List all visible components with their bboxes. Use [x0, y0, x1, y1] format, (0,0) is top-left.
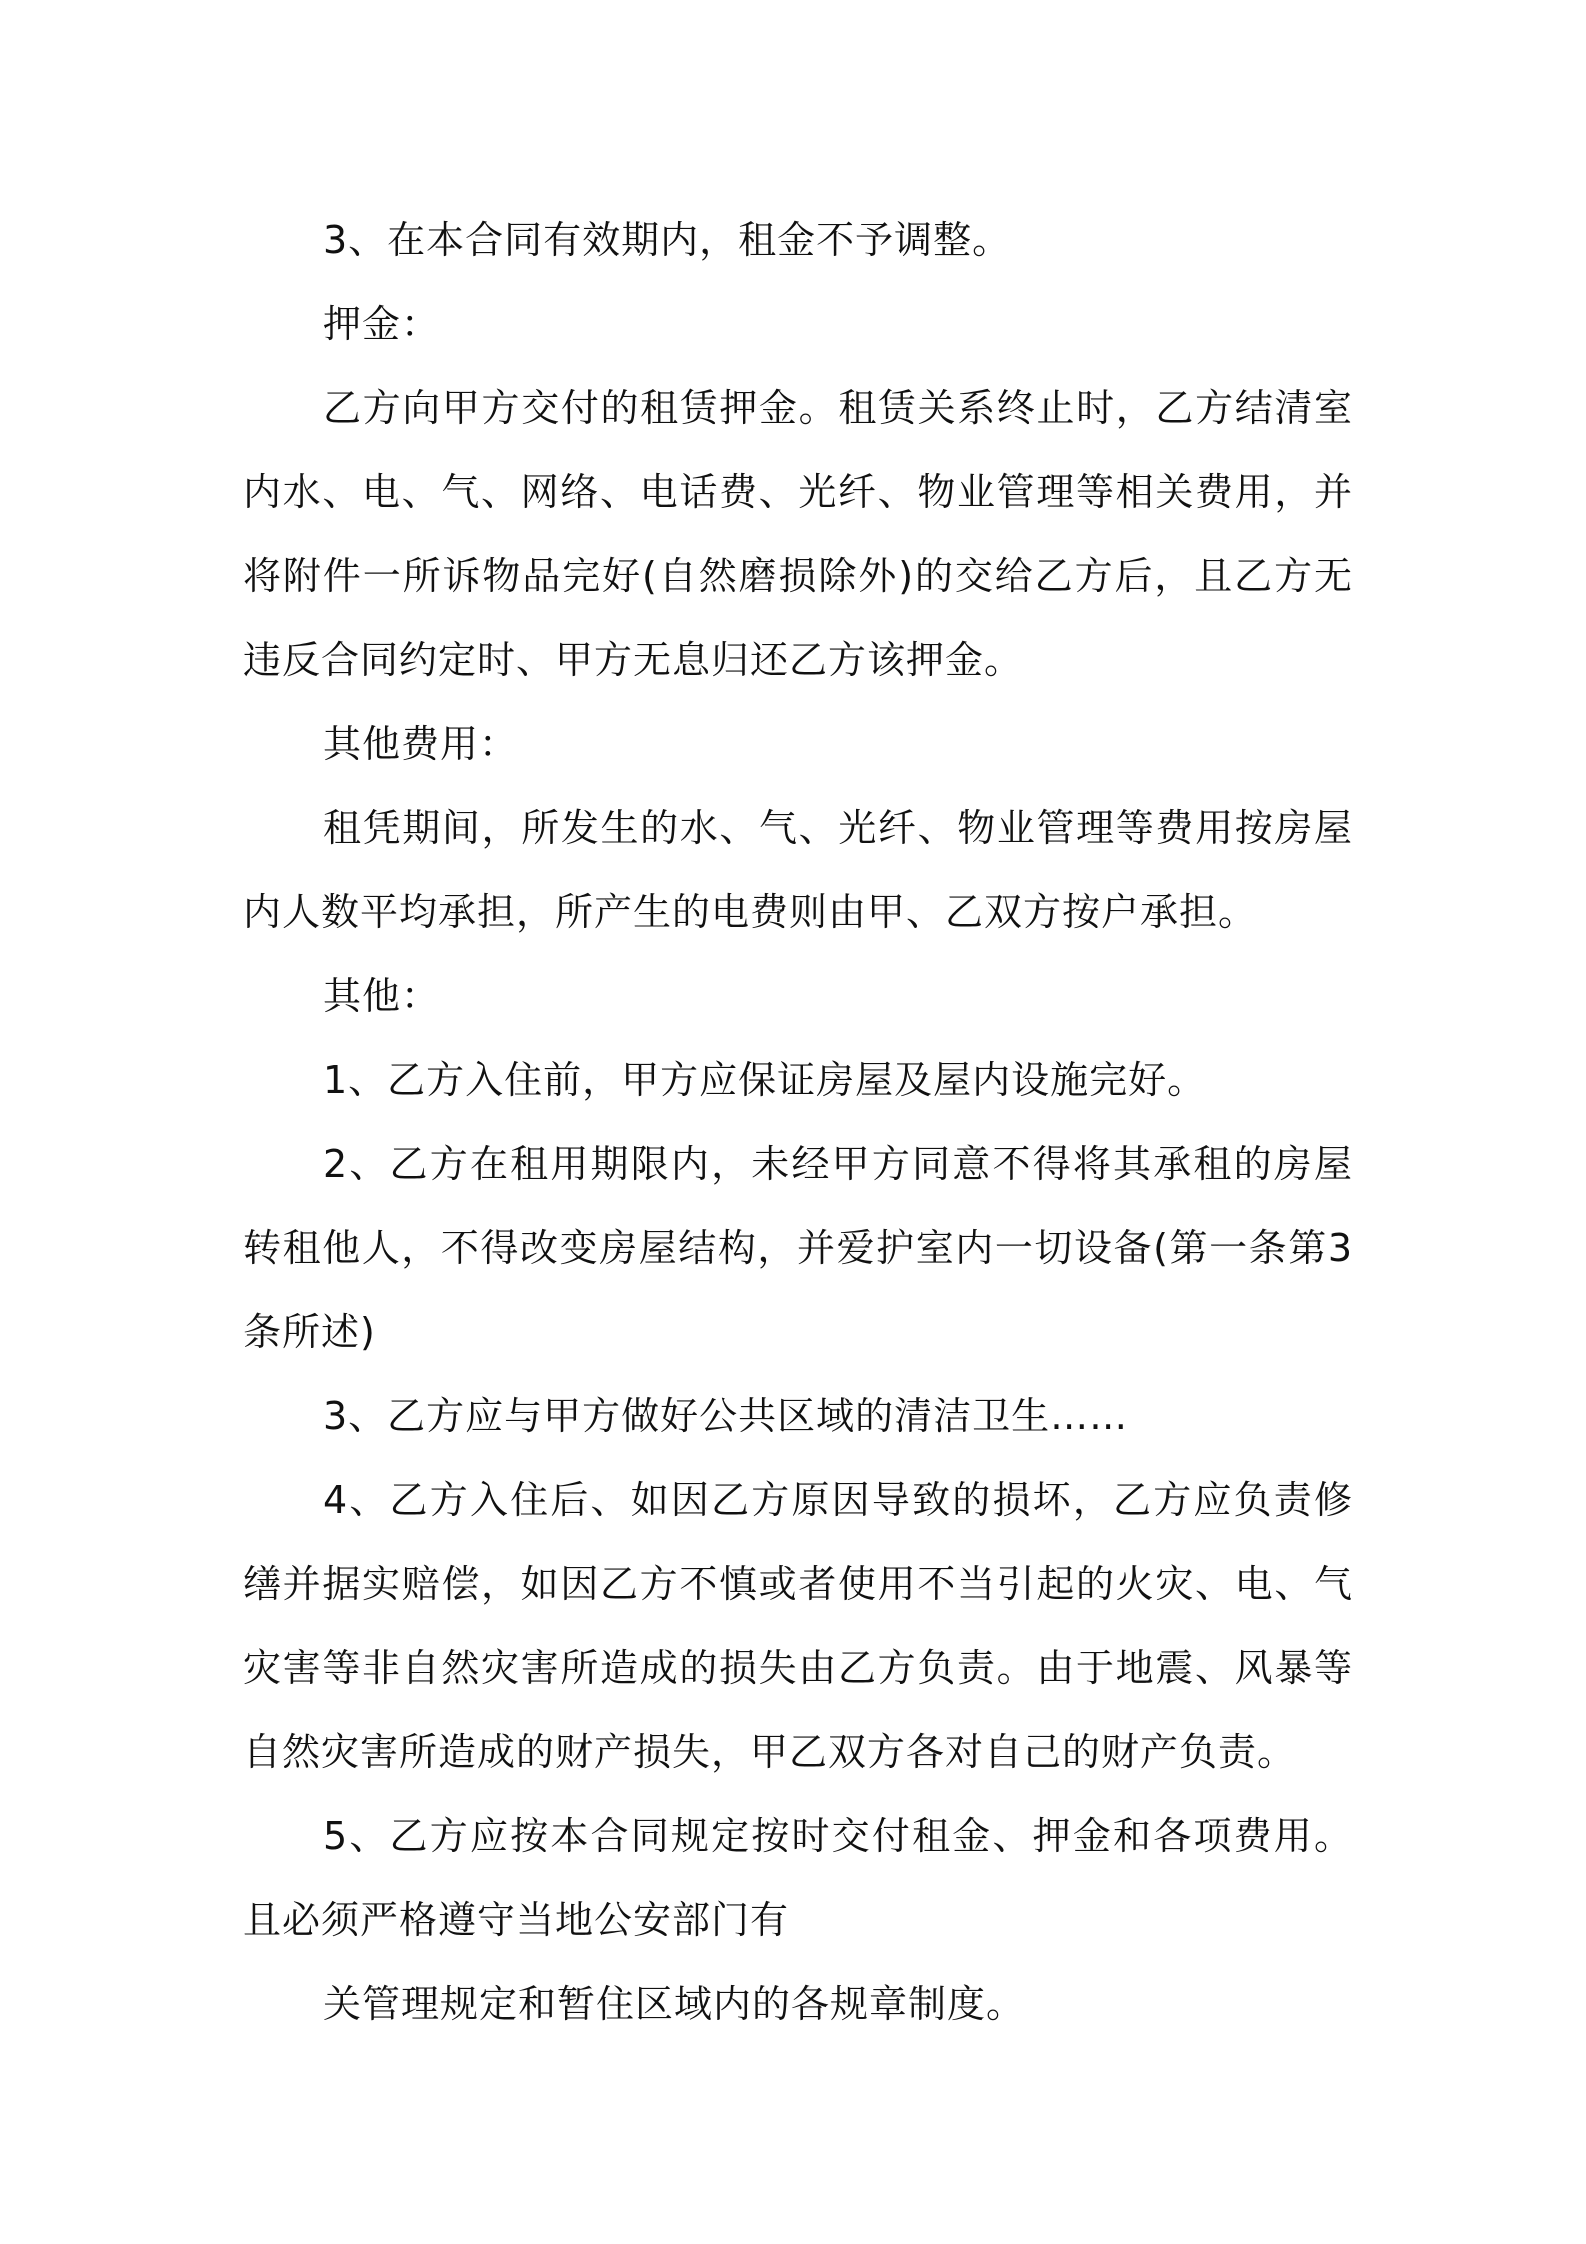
- other-item-4: 4、乙方入住后、如因乙方原因导致的损坏，乙方应负责修缮并据实赔偿，如因乙方不慎或者使用不当引起的火灾、电、气灾害等非自然灾害所造成的损失由乙方负责。由于地震、风暴等自然灾害所造成的财产损失，甲乙双方各对自己的财产负责。: [243, 1478, 1353, 1774]
- other-item-5-continued: 关管理规定和暂住区域内的各规章制度。: [323, 1982, 1026, 2026]
- other-item-5: 5、乙方应按本合同规定按时交付租金、押金和各项费用。且必须严格遵守当地公安部门有: [243, 1814, 1353, 1942]
- heading-other: 其他：: [323, 974, 441, 1018]
- other-item-3: 3、乙方应与甲方做好公共区域的清洁卫生……: [323, 1394, 1129, 1438]
- clause-3-rent-fixed: 3、在本合同有效期内，租金不予调整。: [323, 218, 1012, 262]
- other-item-2: 2、乙方在租用期限内，未经甲方同意不得将其承租的房屋转租他人，不得改变房屋结构，并爱护室内一切设备(第一条第3条所述): [243, 1142, 1353, 1354]
- heading-other-fees: 其他费用：: [323, 722, 519, 766]
- heading-deposit: 押金：: [323, 302, 441, 346]
- document-page: [243, 198, 1353, 2046]
- other-item-1: 1、乙方入住前，甲方应保证房屋及屋内设施完好。: [323, 1058, 1207, 1102]
- other-fees-paragraph: 租凭期间，所发生的水、气、光纤、物业管理等费用按房屋内人数平均承担，所产生的电费则由甲、乙双方按户承担。: [243, 806, 1353, 934]
- deposit-paragraph: 乙方向甲方交付的租赁押金。租赁关系终止时，乙方结清室内水、电、气、网络、电话费、光纤、物业管理等相关费用，并将附件一所诉物品完好(自然磨损除外)的交给乙方后，且乙方无违反合同约定时、甲方无息归还乙方该押金。: [243, 386, 1353, 682]
